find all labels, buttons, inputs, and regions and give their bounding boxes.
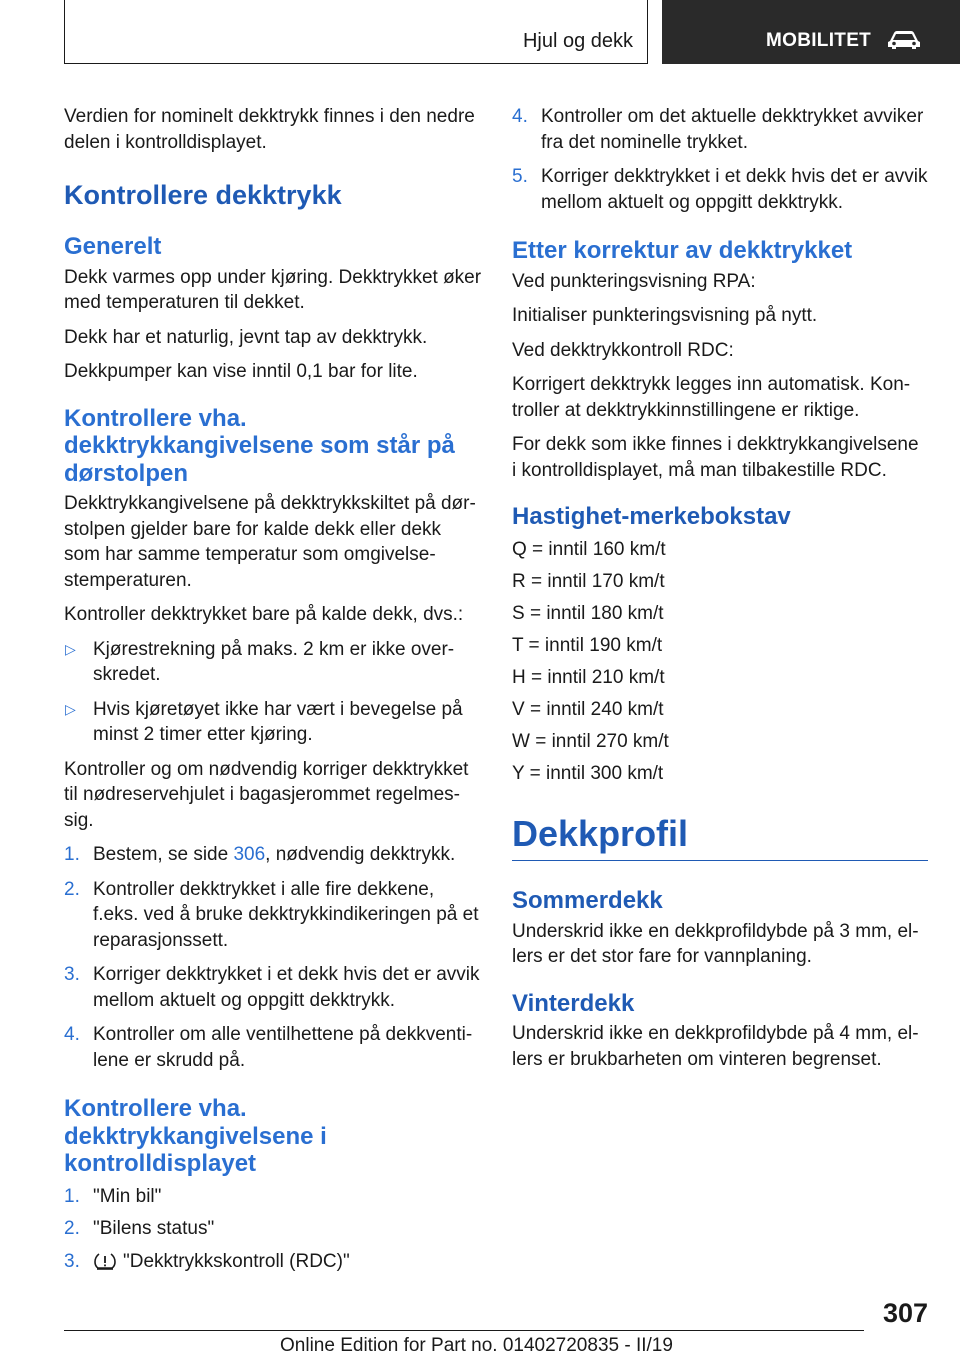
header-section-box — [64, 0, 648, 64]
triangle-bullet-icon: ▷ — [65, 640, 76, 657]
summer-tires-heading: Sommerdekk — [512, 887, 663, 914]
list-item: ▷ Kjørestrekning på maks. 2 km er ikke over-skredet. — [65, 638, 455, 685]
list-item: W = inntil 270 km/t — [512, 730, 669, 752]
list-item: 3. "Dekktrykkskontroll (RDC)" — [64, 1250, 350, 1272]
list-item: ▷ Hvis kjøretøyet ikke har vært i bevegelse på minst 2 timer etter kjøring. — [65, 698, 463, 745]
list-item: R = inntil 170 km/t — [512, 570, 665, 592]
display-steps-list — [64, 1184, 482, 1275]
check-steps-list-continued — [512, 104, 928, 215]
general-text-3: Dekkpumper kan vise inntil 0,1 bar for lite. — [64, 361, 418, 382]
section-title: Kontrollere dekktrykk — [64, 180, 342, 210]
car-icon — [886, 28, 922, 50]
check-steps-list — [64, 842, 482, 1073]
door-pillar-text-2: Kontroller dekktrykket bare på kalde dekk, dvs.: — [64, 604, 464, 625]
after-correction-text-1: Ved punkteringsvisning RPA: — [512, 270, 756, 292]
list-item: 1. "Min bil" — [64, 1185, 162, 1207]
right-column — [512, 104, 928, 1081]
tire-pressure-warning-icon — [93, 1252, 117, 1270]
page-reference-link[interactable]: 306 — [233, 844, 266, 865]
list-item: S = inntil 180 km/t — [512, 602, 664, 624]
list-item: 4. Kontroller om alle ventilhettene på dekkventi-lene er skrudd på. — [64, 1024, 473, 1071]
chapter-title: Dekkprofil — [512, 814, 928, 861]
after-correction-text-4: Korrigert dekktrykk legges inn automatisk. Kon-troller at dekktrykkinnstillingene er riktige. — [512, 374, 911, 421]
list-item: Q = inntil 160 km/t — [512, 538, 666, 560]
after-correction-heading: Etter korrektur av dekktrykket — [512, 237, 853, 264]
winter-tires-text: Underskrid ikke en dekkprofildybde på 4 mm, el-lers er brukbarheten om vinteren begrenset. — [512, 1023, 919, 1070]
list-item: 3. Korriger dekktrykket i et dekk hvis det er avvik mellom aktuelt og oppgitt dekktrykk. — [64, 964, 480, 1011]
display-heading: Kontrollere vha. dekktrykkangivelsene i kontrolldisplayet — [64, 1095, 327, 1177]
list-item: H = inntil 210 km/t — [512, 666, 665, 688]
list-item: T = inntil 190 km/t — [512, 634, 663, 656]
header-chapter-tab — [662, 0, 960, 64]
list-item: 2. Kontroller dekktrykket i alle fire dekkene, f.eks. ved å bruke dekktrykkindikeringen på et reparasjonssett. — [64, 878, 479, 951]
speed-rating-heading: Hastighet-merkebokstav — [512, 503, 791, 530]
page-number: 307 — [882, 1298, 928, 1328]
after-correction-text-5: For dekk som ikke finnes i dekktrykkangivelsene i kontrolldisplayet, må man tilbakestille RDC. — [512, 434, 919, 481]
footer-divider — [64, 1330, 864, 1331]
header-chapter-label: MOBILITET — [766, 30, 872, 51]
winter-tires-heading: Vinterdekk — [512, 989, 635, 1017]
list-item: Y = inntil 300 km/t — [512, 762, 664, 784]
list-item: 4. Kontroller om det aktuelle dekktrykket avviker fra det nominelle trykket. — [512, 106, 924, 153]
list-item: V = inntil 240 km/t — [512, 698, 664, 720]
speed-rating-list — [512, 537, 928, 787]
intro-text: Verdien for nominelt dekktrykk finnes i den nedre delen i kontrolldisplayet. — [64, 106, 475, 153]
door-pillar-text-1: Dekktrykkangivelsene på dekktrykkskiltet på dør-stolpen gjelder bare for kalde dekk eller dekk som har samme temperatur som omgivelse-stemperaturen. — [64, 493, 476, 591]
summer-tires-text: Underskrid ikke en dekkprofildybde på 3 mm, el-lers er det stor fare for vannplaning. — [512, 920, 919, 967]
left-column — [64, 104, 482, 1283]
spare-wheel-text: Kontroller og om nødvendig korriger dekktrykket til nødreservehjulet i bagasjerommet regelmes-sig. — [64, 758, 469, 831]
triangle-bullet-icon: ▷ — [65, 700, 76, 717]
general-text-2: Dekk har et naturlig, jevnt tap av dekktrykk. — [64, 326, 428, 348]
footer-edition: Online Edition for Part no. 01402720835 - II/19 — [280, 1335, 673, 1356]
cold-tire-conditions-list — [64, 637, 482, 748]
general-text-1: Dekk varmes opp under kjøring. Dekktrykket øker med temperaturen til dekket. — [64, 266, 482, 313]
after-correction-text-2: Initialiser punkteringsvisning på nytt. — [512, 305, 818, 326]
general-heading: Generelt — [64, 233, 162, 260]
list-item: 2. "Bilens status" — [64, 1218, 215, 1239]
list-item: 5. Korriger dekktrykket i et dekk hvis det er avvik mellom aktuelt og oppgitt dekktrykk. — [512, 166, 928, 213]
list-item: 1. Bestem, se side 306, nødvendig dekktrykk. — [64, 844, 456, 865]
header-section-title: Hjul og dekk — [522, 30, 633, 52]
after-correction-text-3: Ved dekktrykkontroll RDC: — [512, 339, 734, 361]
door-pillar-heading: Kontrollere vha. dekktrykkangivelsene som står på dørstolpen — [64, 404, 455, 487]
